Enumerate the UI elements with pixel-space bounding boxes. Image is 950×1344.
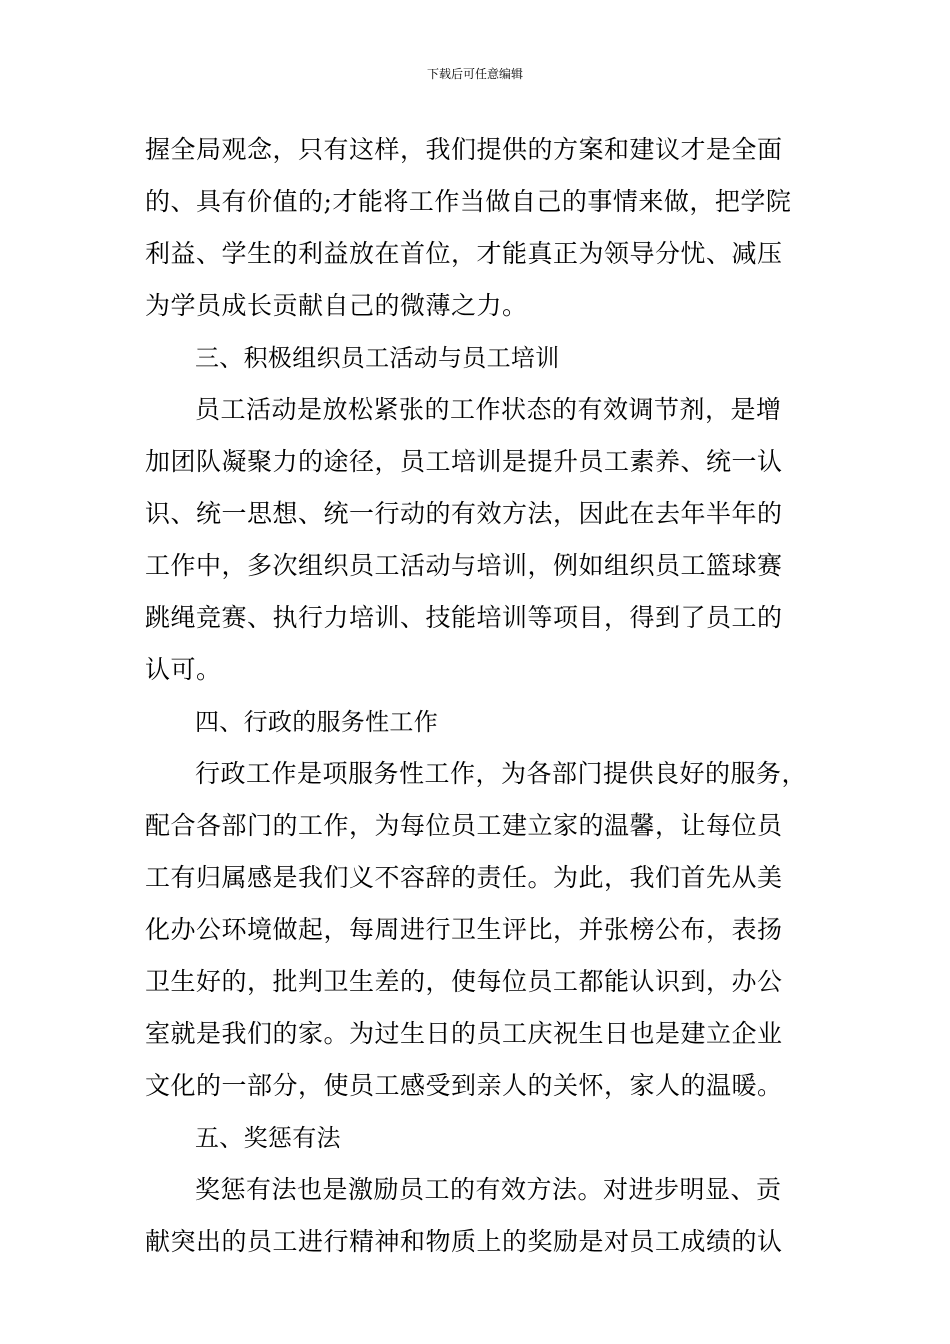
- document-body: [145, 124, 810, 1268]
- paragraph-line: 识、统一思想、统一行动的有效方法，因此在去年半年的: [145, 499, 783, 528]
- paragraph-line: 奖惩有法也是激励员工的有效方法。对进步明显、贡: [195, 1175, 782, 1204]
- paragraph-line: 员工活动是放松紧张的工作状态的有效调节剂，是增: [195, 395, 782, 424]
- paragraph-line: 化办公环境做起，每周进行卫生评比，并张榜公布，表扬: [145, 915, 783, 944]
- paragraph-line: 为学员成长贡献自己的微薄之力。: [145, 291, 528, 320]
- paragraph-line: 工作中，多次组织员工活动与培训，例如组织员工篮球赛: [145, 551, 783, 580]
- page-header: 下载后可任意编辑: [426, 67, 523, 81]
- paragraph-line: 献突出的员工进行精神和物质上的奖励是对员工成绩的认: [145, 1227, 783, 1256]
- paragraph-line: 卫生好的，批判卫生差的，使每位员工都能认识到，办公: [145, 967, 783, 996]
- paragraph-line: 工有归属感是我们义不容辞的责任。为此，我们首先从美: [145, 863, 783, 892]
- paragraph-line: 文化的一部分，使员工感受到亲人的关怀，家人的温暖。: [145, 1071, 783, 1100]
- paragraph-line: 加团队凝聚力的途径，员工培训是提升员工素养、统一认: [145, 447, 783, 476]
- paragraph-line: 室就是我们的家。为过生日的员工庆祝生日也是建立企业: [145, 1019, 783, 1048]
- section-heading-3: 三、积极组织员工活动与员工培训: [195, 344, 560, 372]
- paragraph-line: 配合各部门的工作，为每位员工建立家的温馨，让每位员: [145, 811, 783, 840]
- section-heading-4: 四、行政的服务性工作: [195, 708, 438, 736]
- paragraph-line: 行政工作是项服务性工作，为各部门提供良好的服务，: [195, 759, 808, 788]
- section-heading-5: 五、奖惩有法: [195, 1124, 341, 1152]
- paragraph-line: 的、具有价值的;才能将工作当做自己的事情来做，把学院: [145, 187, 792, 216]
- paragraph-line: 认可。: [145, 655, 222, 684]
- paragraph-line: 利益、学生的利益放在首位，才能真正为领导分忧、减压: [145, 239, 783, 268]
- paragraph-line: 握全局观念，只有这样，我们提供的方案和建议才是全面: [145, 135, 783, 164]
- paragraph-line: 跳绳竞赛、执行力培训、技能培训等项目，得到了员工的: [145, 603, 783, 632]
